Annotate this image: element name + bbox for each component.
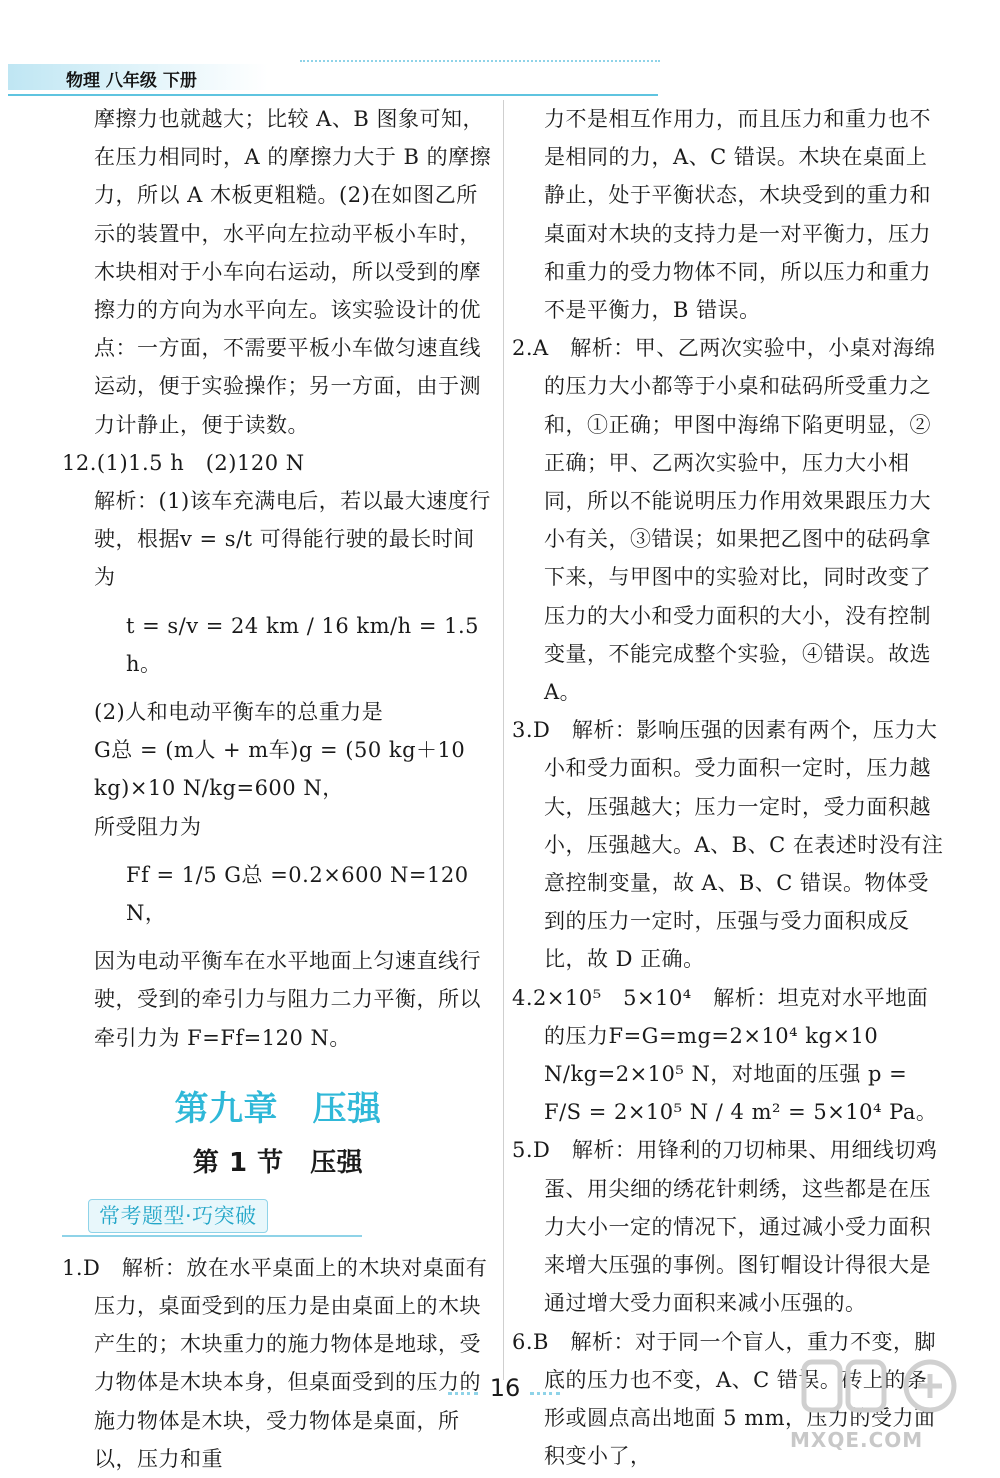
paragraph-continued: 摩擦力也就越大；比较 A、B 图象可知，在压力相同时，A 的摩擦力大于 B 的摩擦力，所以 A 木板更粗糙。(2)在如图乙所示的装置中，水平向左拉动平板小车时，木块相对于小车向右运动，所以受到的摩擦力的方向为水平向左。该实验设计的优点：一方面，不需要平板小车做匀速直线运动，便于实验操作；另一方面，由于测力计静止，便于读数。 <box>94 107 492 437</box>
tag-underline <box>62 1235 362 1237</box>
left-column <box>62 100 494 1478</box>
formula-resistance: Ff = 1/5 G总 =0.2×600 N=120 N， <box>126 862 469 926</box>
column-divider <box>503 100 504 1380</box>
header-dots <box>300 60 660 68</box>
question-3: 3.D 解析：影响压强的因素有两个，压力大小和受力面积。受力面积一定时，压力越大，压强越大；压力一定时，受力面积越小，压强越大。A、B、C 在表述时没有注意控制变量，故 A、B、C 错误。物体受到的压力一定时，压强与受力面积成反比，故 D 正确。 <box>512 718 944 972</box>
chapter-title: 第九章 压强 <box>174 1088 382 1129</box>
header-rule <box>8 94 658 96</box>
question-5: 5.D 解析：用锋利的刀切柿果、用细线切鸡蛋、用尖细的绣花针刺绣，这些都是在压力大小一定的情况下，通过减小受力面积来增大压强的事例。图钉帽设计得很大是通过增大受力面积来减小压强的。 <box>512 1138 938 1316</box>
running-header <box>0 58 660 98</box>
question-6: 6.B 解析：对于同一个盲人，重力不变，脚底的压力也不变，A、C 错误。砖上的条形或圆点高出地面 5 mm，压力的受力面积变小了， <box>512 1329 936 1469</box>
question-12-resistance-label: 所受阻力为 <box>94 814 202 839</box>
formula-time: t = s/v = 24 km / 16 km/h = 1.5 h。 <box>126 613 479 676</box>
watermark-text: MXQE.COM <box>790 1428 924 1452</box>
tag-label: 常考题型·巧突破 <box>88 1199 268 1233</box>
question-12-conclusion: 因为电动平衡车在水平地面上匀速直线行驶，受到的牵引力与阻力二力平衡，所以牵引力为 F=Ff=120 N。 <box>94 949 481 1050</box>
header-title: 物理 八年级 下册 <box>66 71 197 91</box>
question-12-answer: 12.(1)1.5 h (2)120 N <box>62 450 305 475</box>
question-4: 4.2×10⁵ 5×10⁴ 解析：坦克对水平地面的压力F=G=mg=2×10⁴ kg×10 N/kg=2×10⁵ N，对地面的压强 p = F/S = 2×10⁵ N / 4 m² = 5×10⁴ Pa。 <box>512 985 938 1125</box>
question-1: 1.D 解析：放在水平桌面上的木块对桌面有压力，桌面受到的压力是由桌面上的木块产生的；木块重力的施力物体是地球，受力物体是木块本身，但桌面受到的压力的施力物体是木块，受力物体是桌面，所以，压力和重 <box>62 1255 488 1471</box>
question-12-analysis: 解析：(1)该车充满电后，若以最大速度行驶，根据v = s/t 可得能行驶的最长时间为 <box>94 489 491 590</box>
page-number: 16 <box>489 1374 521 1402</box>
formula-gravity: G总 = (m人 + m车)g = (50 kg＋10 kg)×10 N/kg=600 N， <box>94 738 466 801</box>
question-12-part2: (2)人和电动平衡车的总重力是 <box>94 700 384 725</box>
watermark-logo-icon <box>800 1356 980 1418</box>
tag-block <box>62 1195 494 1241</box>
section-title: 第 1 节 压强 <box>192 1147 364 1178</box>
page-number-deco-right <box>530 1392 560 1399</box>
right-column <box>512 100 944 1475</box>
question-1-continued: 力不是相互作用力，而且压力和重力也不是相同的力，A、C 错误。木块在桌面上静止，处于平衡状态，木块受到的重力和桌面对木块的支持力是一对平衡力，压力和重力的受力物体不同，所以压力和重力不是平衡力，B 错误。 <box>544 107 931 323</box>
question-2: 2.A 解析：甲、乙两次实验中，小桌对海绵的压力大小都等于小桌和砝码所受重力之和，①正确；甲图中海绵下陷更明显，②正确；甲、乙两次实验中，压力大小相同，所以不能说明压力作用效果跟压力大小有关，③错误；如果把乙图中的砝码拿下来，与甲图中的实验对比，同时改变了压力的大小和受力面积的大小，没有控制变量，不能完成整个实验，④错误。故选 A。 <box>512 336 936 705</box>
page-number-deco-left <box>448 1392 478 1399</box>
watermark <box>790 1356 990 1452</box>
